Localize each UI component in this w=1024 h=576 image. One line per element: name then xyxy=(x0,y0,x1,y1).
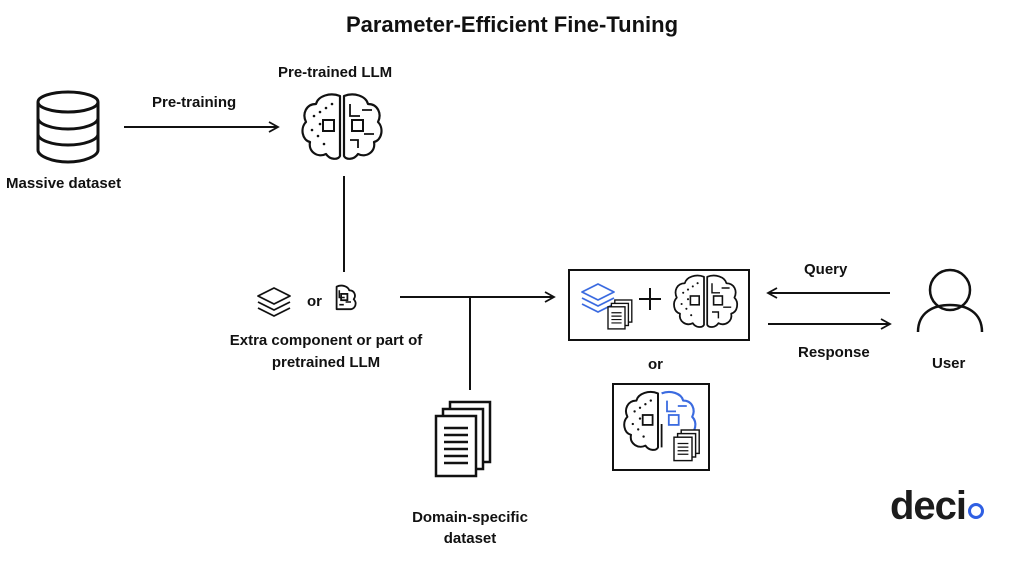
brain-icon xyxy=(303,94,382,158)
brain-icon-box xyxy=(674,276,737,327)
brain-part-icon xyxy=(337,286,356,310)
or-label-boxes: or xyxy=(648,356,663,373)
domain-dataset-label-1: Domain-specific xyxy=(412,509,528,526)
deci-logo xyxy=(890,484,984,529)
layers-icon xyxy=(258,288,290,316)
user-icon xyxy=(918,270,982,332)
deci-logo-text: deci xyxy=(890,484,967,528)
domain-dataset-label-2: dataset xyxy=(443,530,497,547)
user-label: User xyxy=(932,355,966,372)
plus-icon xyxy=(639,288,661,310)
pretrained-llm-label: Pre-trained LLM xyxy=(278,64,393,81)
diagram-title: Parameter-Efficient Fine-Tuning xyxy=(345,12,679,37)
or-label-small: or xyxy=(307,293,322,310)
response-label: Response xyxy=(798,344,870,361)
extra-component-label-2: pretrained LLM xyxy=(271,354,381,371)
extra-component-label-1: Extra component or part of xyxy=(229,332,423,349)
query-label: Query xyxy=(804,261,848,278)
database-icon xyxy=(38,92,98,162)
logo-dot-icon xyxy=(968,503,984,519)
docs-small-icon xyxy=(608,300,632,329)
docs-small-icon-2 xyxy=(674,430,699,461)
pretraining-label: Pre-training xyxy=(152,94,237,111)
massive-dataset-label: Massive dataset xyxy=(6,175,122,192)
documents-icon xyxy=(436,402,490,476)
